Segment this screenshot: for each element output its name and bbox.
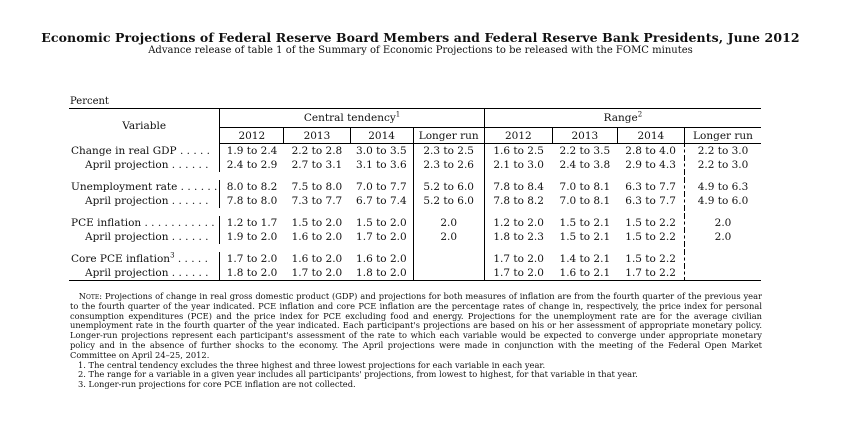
leader-dots: . . . . .	[176, 144, 211, 157]
range-cell: 1.7 to 2.0	[484, 266, 552, 281]
gap-cell	[484, 244, 552, 252]
range-cell	[685, 252, 761, 266]
central-tendency-cell: 2.0	[413, 216, 484, 230]
row-label-text: Change in real GDP	[71, 144, 177, 157]
table-row	[69, 230, 761, 244]
range-cell: 1.6 to 2.5	[484, 144, 552, 159]
note-paragraph	[70, 292, 762, 361]
footnote-2: 2. The range for a variable in a given year includes all participants' projections, from lowest to highest, for that variable in that year.	[78, 369, 638, 380]
projections-table	[69, 108, 761, 281]
range-cell: 2.2 to 3.0	[685, 158, 761, 172]
leader-dots: . . . . . .	[168, 267, 209, 279]
leader-dots: . . . . . .	[168, 195, 209, 207]
leader-dots: . . . . . .	[177, 181, 218, 193]
central-tendency-cell: 1.9 to 2.4	[220, 144, 284, 159]
gap-cell	[617, 172, 684, 180]
central-tendency-cell: 7.3 to 7.7	[291, 195, 343, 207]
table-row	[69, 266, 761, 281]
header-ct-col: 2014	[350, 128, 413, 144]
range-cell: 2.8 to 4.0	[625, 145, 676, 157]
central-tendency-cell: 1.5 to 2.0	[356, 217, 407, 229]
range-cell: 2.2 to 3.0	[685, 144, 761, 159]
table-body	[69, 144, 761, 281]
gap-cell	[350, 244, 413, 252]
table-row	[69, 144, 761, 159]
gap-cell	[484, 208, 552, 216]
range-cell: 4.9 to 6.3	[685, 180, 761, 194]
gap-cell	[413, 244, 484, 252]
range-cell: 1.5 to 2.1	[559, 217, 611, 229]
central-tendency-cell: 1.7 to 2.0	[284, 266, 350, 281]
row-label-text: April projection	[85, 195, 169, 207]
gap-cell	[553, 244, 618, 252]
header-range: Range$^2$	[484, 109, 761, 128]
central-tendency-cell: 1.8 to 2.0	[350, 266, 413, 281]
gap-cell	[484, 172, 552, 180]
central-tendency-cell: 1.6 to 2.0	[291, 253, 343, 265]
row-label	[69, 230, 220, 244]
note-label: Note:	[78, 291, 103, 301]
leader-dots: . . . . . . . . . . .	[141, 217, 215, 229]
central-tendency-cell: 1.7 to 2.0	[220, 252, 284, 266]
range-cell: 2.9 to 4.3	[625, 159, 676, 171]
range-cell: 1.4 to 2.1	[559, 253, 611, 265]
range-cell: 1.6 to 2.1	[553, 266, 618, 281]
gap-cell	[220, 208, 284, 216]
central-tendency-cell: 1.2 to 1.7	[220, 216, 284, 230]
gap-cell	[413, 208, 484, 216]
range-cell: 2.4 to 3.8	[559, 159, 611, 171]
header-rg-col: 2012	[484, 128, 552, 144]
footnote-3: 3. Longer-run projections for core PCE inflation are not collected.	[78, 379, 356, 390]
page-subtitle: Advance release of table 1 of the Summary of Economic Projections to be released with the FOMC minutes	[148, 45, 693, 56]
row-label	[69, 266, 220, 281]
row-label-text: April projection	[85, 267, 169, 279]
row-label	[69, 158, 220, 172]
range-cell: 1.5 to 2.1	[559, 231, 611, 243]
central-tendency-cell: 5.2 to 6.0	[413, 194, 484, 208]
row-label-text: April projection	[85, 231, 169, 243]
table-row	[69, 194, 761, 208]
table-row	[69, 252, 761, 266]
central-tendency-cell: 2.3 to 2.5	[413, 144, 484, 159]
range-cell: 2.2 to 3.5	[559, 145, 611, 157]
leader-dots: . . . . .	[174, 253, 208, 265]
gap-cell	[284, 208, 350, 216]
central-tendency-cell: 1.7 to 2.0	[356, 231, 407, 243]
central-tendency-cell: 2.2 to 2.8	[291, 145, 343, 157]
footnote-marker: 3	[170, 251, 175, 260]
gap-cell	[617, 244, 684, 252]
range-cell: 7.0 to 8.1	[559, 181, 611, 193]
row-label-text: Core PCE inflation	[71, 253, 171, 265]
range-cell: 2.0	[685, 230, 761, 244]
central-tendency-cell: 7.0 to 7.7	[356, 181, 407, 193]
leader-dots: . . . . . .	[168, 159, 209, 171]
leader-dots: . . . . . .	[168, 231, 209, 243]
gap-cell	[685, 172, 761, 180]
range-cell: 7.0 to 8.1	[559, 195, 611, 207]
central-tendency-cell: 5.2 to 6.0	[413, 180, 484, 194]
table-row	[69, 216, 761, 230]
range-cell: 6.3 to 7.7	[625, 181, 676, 193]
gap-cell	[553, 208, 618, 216]
central-tendency-cell: 1.6 to 2.0	[356, 253, 407, 265]
range-cell: 1.5 to 2.2	[625, 231, 676, 243]
gap-cell	[685, 208, 761, 216]
gap-cell	[350, 208, 413, 216]
gap-cell	[69, 208, 220, 216]
table-row	[69, 180, 761, 194]
central-tendency-cell: 2.7 to 3.1	[291, 159, 343, 171]
note-text: Projections of change in real gross domestic product (GDP) and projections for both measures of inflation are from the fourth quarter of the previous year to the fourth quarter of the year indicated. PCE inflation and core PCE inflation are the percentage rates of change in, respectively, the price index for personal consumption expenditures (PCE) and the price index for PCE excluding food and energy. Projections for the unemployment rate are for the average civilian unemployment rate in the fourth quarter of the year indicated. Each participant's projections are based on his or her assessment of appropriate monetary policy. Longer-run projections represent each participant's assessment of the rate to which each variable would be expected to converge under appropriate monetary policy and in the absence of further shocks to the economy. The April projections were made in conjunction with the meeting of the Federal Open Market Committee on April 24–25, 2012.	[70, 291, 762, 360]
central-tendency-cell: 7.5 to 8.0	[291, 181, 343, 193]
row-label	[69, 194, 220, 208]
range-cell	[685, 266, 761, 281]
header-ct-col: 2013	[284, 128, 350, 144]
header-ct-col: 2012	[220, 128, 284, 144]
central-tendency-cell: 8.0 to 8.2	[220, 180, 284, 194]
central-tendency-cell: 1.8 to 2.0	[220, 266, 284, 281]
central-tendency-cell: 3.0 to 3.5	[356, 145, 407, 157]
page-title: Economic Projections of Federal Reserve Board Members and Federal Reserve Bank Presidents, June 2012	[41, 30, 800, 45]
row-label-text: Unemployment rate	[71, 181, 178, 193]
gap-cell	[69, 244, 220, 252]
row-label-text: PCE inflation	[71, 217, 142, 229]
gap-cell	[220, 172, 284, 180]
header-rg-col: 2013	[553, 128, 618, 144]
central-tendency-cell: 3.1 to 3.6	[356, 159, 407, 171]
gap-cell	[284, 172, 350, 180]
central-tendency-cell: 1.5 to 2.0	[291, 217, 343, 229]
gap-cell	[69, 172, 220, 180]
central-tendency-cell: 2.0	[413, 230, 484, 244]
gap-cell	[220, 244, 284, 252]
range-cell: 1.5 to 2.2	[625, 217, 676, 229]
range-cell: 1.7 to 2.2	[617, 266, 684, 281]
range-cell: 1.2 to 2.0	[484, 216, 552, 230]
notes	[70, 292, 762, 390]
row-label	[69, 180, 220, 194]
central-tendency-cell: 2.3 to 2.6	[413, 158, 484, 172]
range-cell: 6.3 to 7.7	[625, 195, 676, 207]
gap-cell	[685, 244, 761, 252]
row-gap	[69, 208, 761, 216]
range-cell: 4.9 to 6.0	[685, 194, 761, 208]
gap-cell	[350, 172, 413, 180]
central-tendency-cell	[413, 252, 484, 266]
header-central-tendency: Central tendency$^1$	[220, 109, 484, 128]
range-cell: 7.8 to 8.4	[484, 180, 552, 194]
central-tendency-cell: 7.8 to 8.0	[220, 194, 284, 208]
header-rg-col: 2014	[617, 128, 684, 144]
table-row	[69, 158, 761, 172]
row-label	[69, 252, 220, 266]
central-tendency-cell: 1.6 to 2.0	[291, 231, 343, 243]
central-tendency-cell: 1.9 to 2.0	[220, 230, 284, 244]
central-tendency-cell: 6.7 to 7.4	[356, 195, 407, 207]
gap-cell	[553, 172, 618, 180]
range-cell: 2.1 to 3.0	[484, 158, 552, 172]
gap-cell	[617, 208, 684, 216]
range-cell: 1.5 to 2.2	[625, 253, 676, 265]
header-rg-col: Longer run	[685, 128, 761, 144]
footnote-1: 1. The central tendency excludes the three highest and three lowest projections for each variable in each year.	[78, 359, 546, 370]
header-ct-col: Longer run	[413, 128, 484, 144]
row-gap	[69, 172, 761, 180]
row-label	[69, 144, 220, 159]
range-cell: 2.0	[685, 216, 761, 230]
central-tendency-cell	[413, 266, 484, 281]
range-cell: 1.8 to 2.3	[484, 230, 552, 244]
unit-label: Percent	[70, 96, 109, 107]
range-cell: 7.8 to 8.2	[484, 194, 552, 208]
gap-cell	[284, 244, 350, 252]
gap-cell	[413, 172, 484, 180]
range-cell: 1.7 to 2.0	[484, 252, 552, 266]
central-tendency-cell: 2.4 to 2.9	[220, 158, 284, 172]
row-label-text: April projection	[85, 159, 169, 171]
row-label	[69, 216, 220, 230]
header-variable: Variable	[69, 109, 220, 144]
